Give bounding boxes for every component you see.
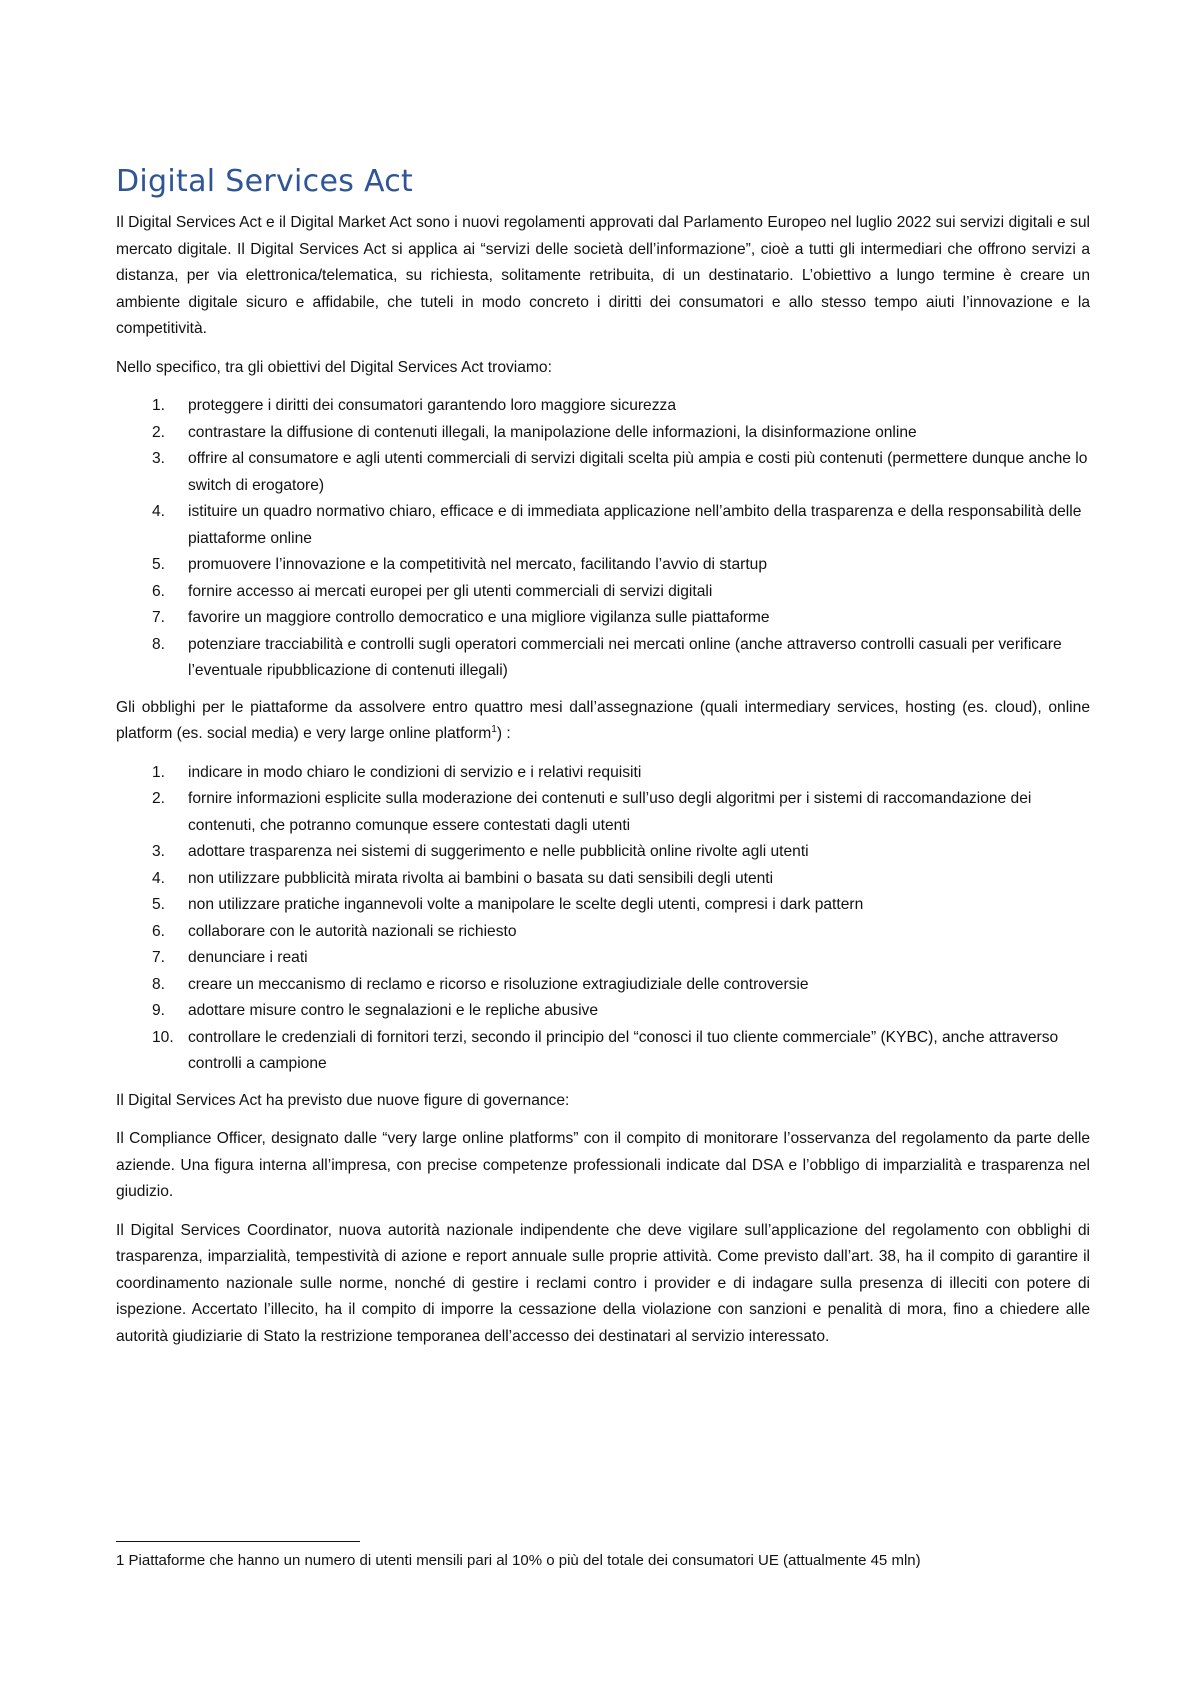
list-number: 3. [152, 450, 166, 467]
list-number: 1. [152, 397, 166, 414]
list-number: 4. [152, 503, 166, 520]
list-number: 4. [152, 869, 166, 887]
list-item [116, 393, 1090, 420]
list-item [116, 420, 1090, 447]
obligations-intro [116, 695, 1090, 748]
intro-paragraph: Il Digital Services Act e il Digital Market Act sono i nuovi regolamenti approvati dal Parlamento Europeo nel luglio 2022 sui servizi digitali e sul mercato digitale. Il Digital Services Act si applica ai “servizi delle società dell’informazione”, cioè a tutti gli intermediari che offrono servizi a distanza, per via elettronica/telematica, su richiesta, solitamente retribuita, di un destinatario. L’obiettivo a lungo termine è creare un ambiente digitale sicuro e affidabile, che tuteli in modo concreto i diritti dei consumatori e allo stesso tempo aiuti l’innovazione e la competitività. [116, 214, 1090, 337]
list-item [116, 760, 1090, 787]
list-item [116, 1025, 1090, 1078]
list-item [116, 579, 1090, 606]
list-number: 9. [152, 1002, 166, 1019]
list-item-text: favorire un maggiore controllo democratico e una migliore vigilanza sulle piattaforme [188, 609, 770, 626]
governance-intro: Il Digital Services Act ha previsto due nuove figure di governance: [116, 1091, 570, 1109]
list-item-text: denunciare i reati [188, 949, 308, 966]
list-item-text: proteggere i diritti dei consumatori garantendo loro maggiore sicurezza [188, 397, 676, 414]
list-number: 2. [152, 790, 166, 807]
list-item [116, 945, 1090, 972]
list-item-text: promuovere l’innovazione e la competitività nel mercato, facilitando l’avvio di startup [188, 556, 767, 573]
list-item [116, 552, 1090, 579]
footnote-reference[interactable]: 1 [491, 723, 497, 735]
document-body [116, 164, 1090, 1362]
list-number: 5. [152, 896, 166, 913]
list-item [116, 605, 1090, 632]
list-item-text: fornire informazioni esplicite sulla moderazione dei contenuti e sull’uso degli algoritmi per i sistemi di raccomandazione dei contenuti, che potranno comunque essere contestati dagli utenti [188, 790, 1032, 834]
footnote-separator [116, 1541, 360, 1542]
list-item-text: potenziare tracciabilità e controlli sugli operatori commerciali nei mercati online (anche attraverso controlli casuali per verificare l’eventuale ripubblicazione di contenuti illegali) [188, 635, 1062, 679]
page-title: Digital Services Act [116, 164, 414, 199]
coordinator-paragraph: Il Digital Services Coordinator, nuova autorità nazionale indipendente che deve vigilare sull’applicazione del regolamento con obblighi di trasparenza, imparzialità, tempestività di azione e report annuale sulle proprie attività. Come previsto dall’art. 38, ha il compito di garantire il coordinamento nazionale sulle norme, nonché di gestire i reclami contro i provider e di indagare sulla presenza di illeciti con potere di ispezione. Accertato l’illecito, ha il compito di imporre la cessazione della violazione con sanzioni e penalità di mora, fino a chiedere alle autorità giudiziarie di Stato la restrizione temporanea dell’accesso dei destinatari al servizio interessato. [116, 1221, 1090, 1345]
list-item-text: indicare in modo chiaro le condizioni di servizio e i relativi requisiti [188, 763, 642, 781]
list-item [116, 972, 1090, 999]
list-number: 7. [152, 609, 166, 626]
list-item-text: fornire accesso ai mercati europei per gli utenti commerciali di servizi digitali [188, 582, 713, 600]
obligations-intro-text: Gli obblighi per le piattaforme da assolvere entro quattro mesi dall’assegnazione (quali intermediary services, hosting (es. cloud), online platform (es. social media) e very large online platform [116, 698, 1090, 742]
list-item [116, 892, 1090, 919]
objectives-list [116, 393, 1090, 685]
list-item [116, 632, 1090, 685]
list-number: 3. [152, 843, 166, 860]
list-item-text: non utilizzare pubblicità mirata rivolta ai bambini o basata su dati sensibili degli utenti [188, 869, 774, 887]
list-number: 8. [152, 975, 166, 993]
list-item-text: offrire al consumatore e agli utenti commerciali di servizi digitali scelta più ampia e costi più contenuti (permettere dunque anche lo switch di erogatore) [188, 450, 1088, 494]
list-number: 2. [152, 423, 166, 441]
list-number: 6. [152, 582, 166, 600]
list-item-text: adottare misure contro le segnalazioni e le repliche abusive [188, 1002, 599, 1019]
list-item-text: adottare trasparenza nei sistemi di suggerimento e nelle pubblicità online rivolte agli utenti [188, 843, 809, 860]
compliance-officer-paragraph: Il Compliance Officer, designato dalle “very large online platforms” con il compito di monitorare l’osservanza del regolamento da parte delle aziende. Una figura interna all’impresa, con precise competenze professionali indicate dal DSA e l’obbligo di imparzialità e trasparenza nel giudizio. [116, 1130, 1090, 1200]
objectives-intro: Nello specifico, tra gli obiettivi del Digital Services Act troviamo: [116, 358, 552, 376]
list-item [116, 866, 1090, 893]
list-item-text: contrastare la diffusione di contenuti illegali, la manipolazione delle informazioni, la disinformazione online [188, 423, 917, 441]
list-item-text: controllare le credenziali di fornitori terzi, secondo il principio del “conosci il tuo cliente commerciale” (KYBC), anche attraverso controlli a campione [188, 1028, 1059, 1072]
list-number: 7. [152, 949, 166, 966]
list-item-text: istituire un quadro normativo chiaro, efficace e di immediata applicazione nell’ambito della trasparenza e della responsabilità delle piattaforme online [188, 503, 1082, 547]
list-item [116, 919, 1090, 946]
list-item [116, 786, 1090, 839]
list-number: 5. [152, 556, 166, 573]
list-number: 10. [152, 1028, 174, 1046]
list-item-text: non utilizzare pratiche ingannevoli volte a manipolare le scelte degli utenti, compresi i dark pattern [188, 896, 864, 913]
list-number: 8. [152, 635, 166, 653]
list-item [116, 446, 1090, 499]
list-item [116, 998, 1090, 1025]
list-number: 6. [152, 922, 166, 940]
list-item [116, 839, 1090, 866]
obligations-intro-end: ) : [496, 725, 511, 742]
list-number: 1. [152, 763, 166, 781]
obligations-list [116, 760, 1090, 1078]
footnote: 1 Piattaforme che hanno un numero di utenti mensili pari al 10% o più del totale dei consumatori UE (attualmente 45 mln) [116, 1552, 921, 1569]
list-item-text: collaborare con le autorità nazionali se richiesto [188, 922, 517, 940]
list-item [116, 499, 1090, 552]
list-item-text: creare un meccanismo di reclamo e ricorso e risoluzione extragiudiziale delle controversie [188, 975, 809, 993]
